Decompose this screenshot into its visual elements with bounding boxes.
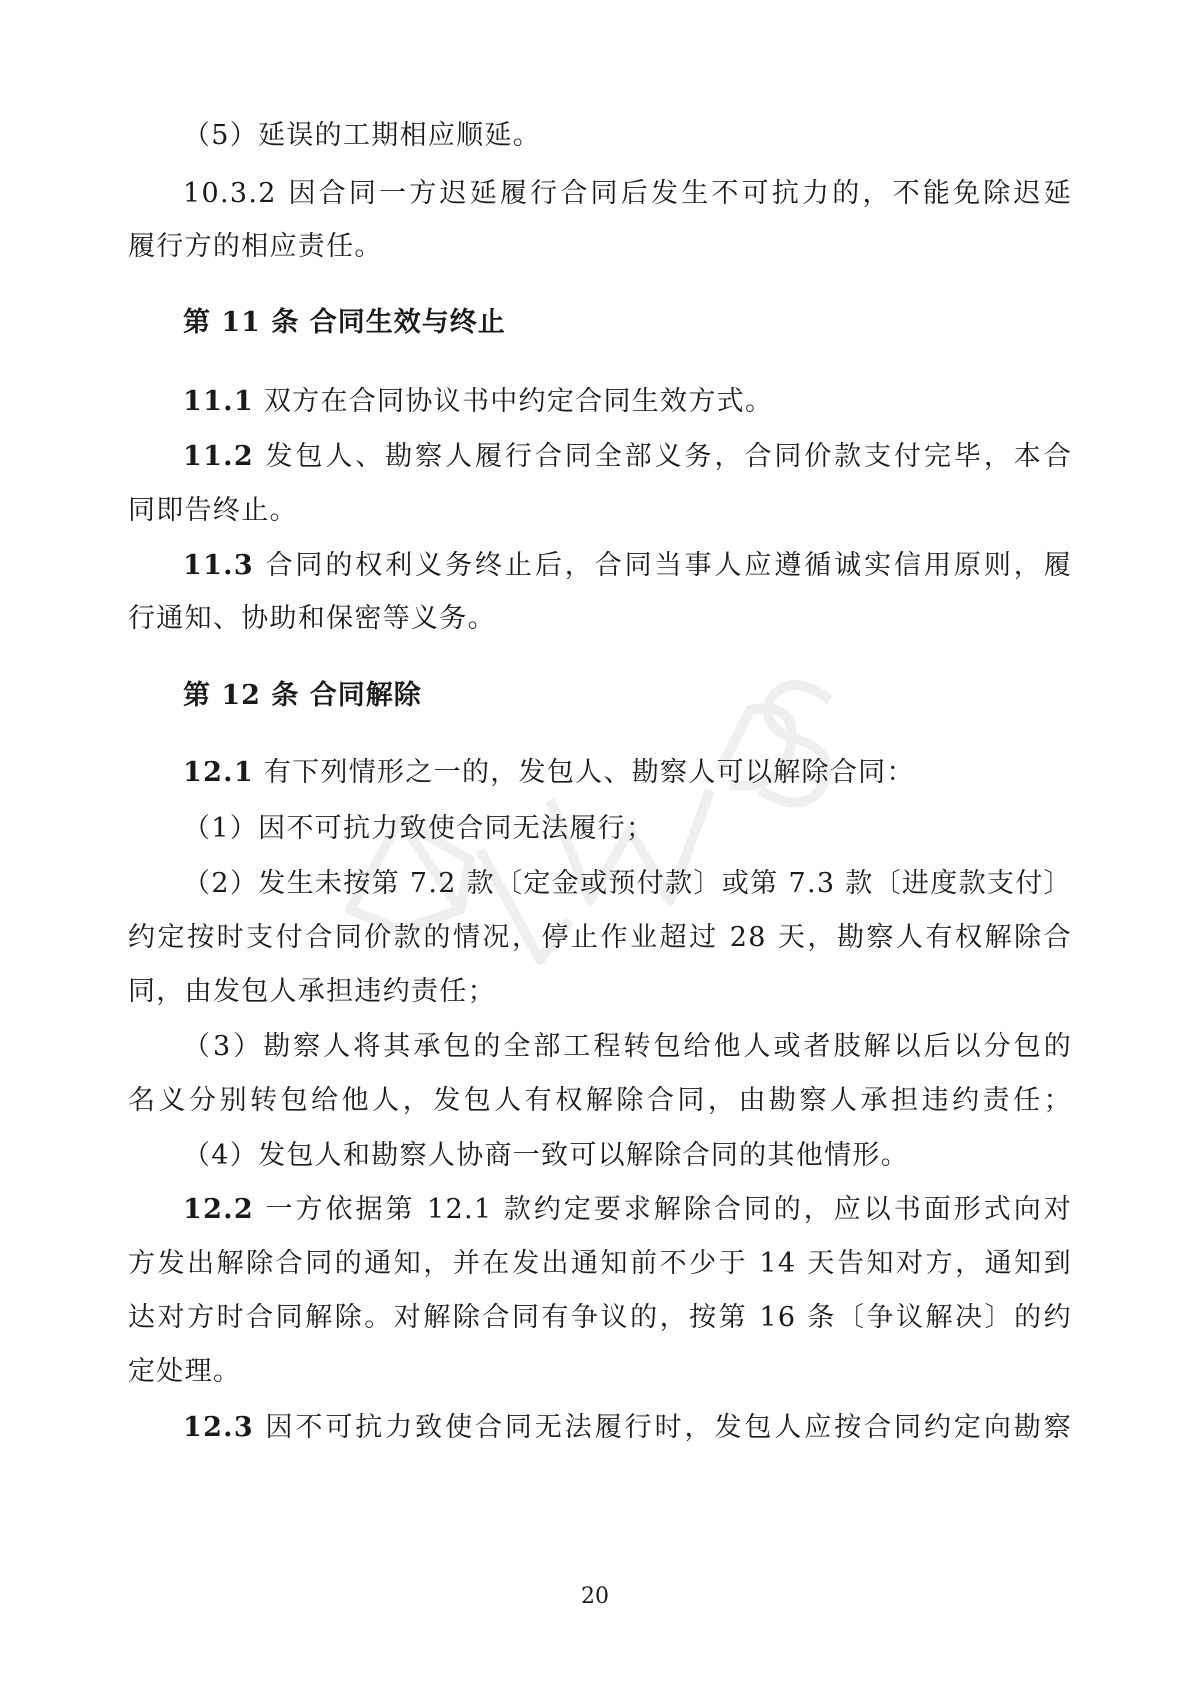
clause-12-2-line4: 定处理。 <box>128 1356 242 1387</box>
clause-number: 11.2 <box>183 441 254 472</box>
clause-12-2-line3: 达对方时合同解除。对解除合同有争议的，按第 16 条〔争议解决〕的约 <box>128 1302 1072 1333</box>
clause-text: 合同的权利义务终止后，合同当事人应遵循诚实信用原则，履 <box>253 550 1072 581</box>
clause-12-1-item-2-line3: 同，由发包人承担违约责任； <box>128 976 496 1007</box>
clause-text: 有下列情形之一的，发包人、勘察人可以解除合同： <box>253 757 915 788</box>
clause-number: 12.2 <box>183 1194 254 1225</box>
clause-12-3-line1 <box>183 1408 1072 1448</box>
clause-text: 发包人、勘察人履行合同全部义务，合同价款支付完毕，本合 <box>253 441 1072 472</box>
clause-11-3-line2: 行通知、协助和保密等义务。 <box>128 603 496 634</box>
clause-12-1-item-2-line2: 约定按时支付合同价款的情况，停止作业超过 28 天，勘察人有权解除合 <box>128 922 1072 953</box>
para-10-3-2-line2: 履行方的相应责任。 <box>128 231 383 262</box>
para-item-5: （5）延误的工期相应顺延。 <box>183 120 542 151</box>
clause-text: 一方依据第 12.1 款约定要求解除合同的，应以书面形式向对 <box>253 1194 1072 1225</box>
para-10-3-2-line1: 10.3.2 因合同一方迟延履行合同后发生不可抗力的，不能免除迟延 <box>183 178 1072 209</box>
clause-11-3-line1 <box>183 546 1072 586</box>
clause-text: 双方在合同协议书中约定合同生效方式。 <box>253 386 774 417</box>
clause-12-1-item-3-line2: 名义分别转包给他人，发包人有权解除合同，由勘察人承担违约责任； <box>128 1085 1072 1116</box>
clause-number: 12.1 <box>183 757 254 788</box>
clause-text: 因不可抗力致使合同无法履行时，发包人应按合同约定向勘察 <box>253 1412 1072 1443</box>
heading-article-11: 第 11 条 合同生效与终止 <box>183 307 506 338</box>
clause-11-2-line2: 同即告终止。 <box>128 495 298 526</box>
clause-number: 12.3 <box>183 1412 254 1443</box>
clause-12-1-item-2-line1: （2）发生未按第 7.2 款〔定金或预付款〕或第 7.3 款〔进度款支付〕 <box>183 868 1072 899</box>
heading-article-12: 第 12 条 合同解除 <box>183 680 422 711</box>
clause-12-2-line2: 方发出解除合同的通知，并在发出通知前不少于 14 天告知对方，通知到 <box>128 1248 1072 1279</box>
clause-number: 11.3 <box>183 550 254 581</box>
page-number: 20 <box>581 1584 609 1609</box>
clause-11-1 <box>183 382 1072 422</box>
clause-12-1-item-3-line1: （3）勘察人将其承包的全部工程转包给他人或者肢解以后以分包的 <box>183 1031 1072 1062</box>
clause-12-1 <box>183 753 1072 793</box>
clause-12-1-item-4: （4）发包人和勘察人协商一致可以解除合同的其他情形。 <box>183 1140 909 1171</box>
clause-11-2-line1 <box>183 437 1072 477</box>
clause-number: 11.1 <box>183 386 254 417</box>
clause-12-2-line1 <box>183 1190 1072 1230</box>
clause-12-1-item-1: （1）因不可抗力致使合同无法履行； <box>183 813 655 844</box>
